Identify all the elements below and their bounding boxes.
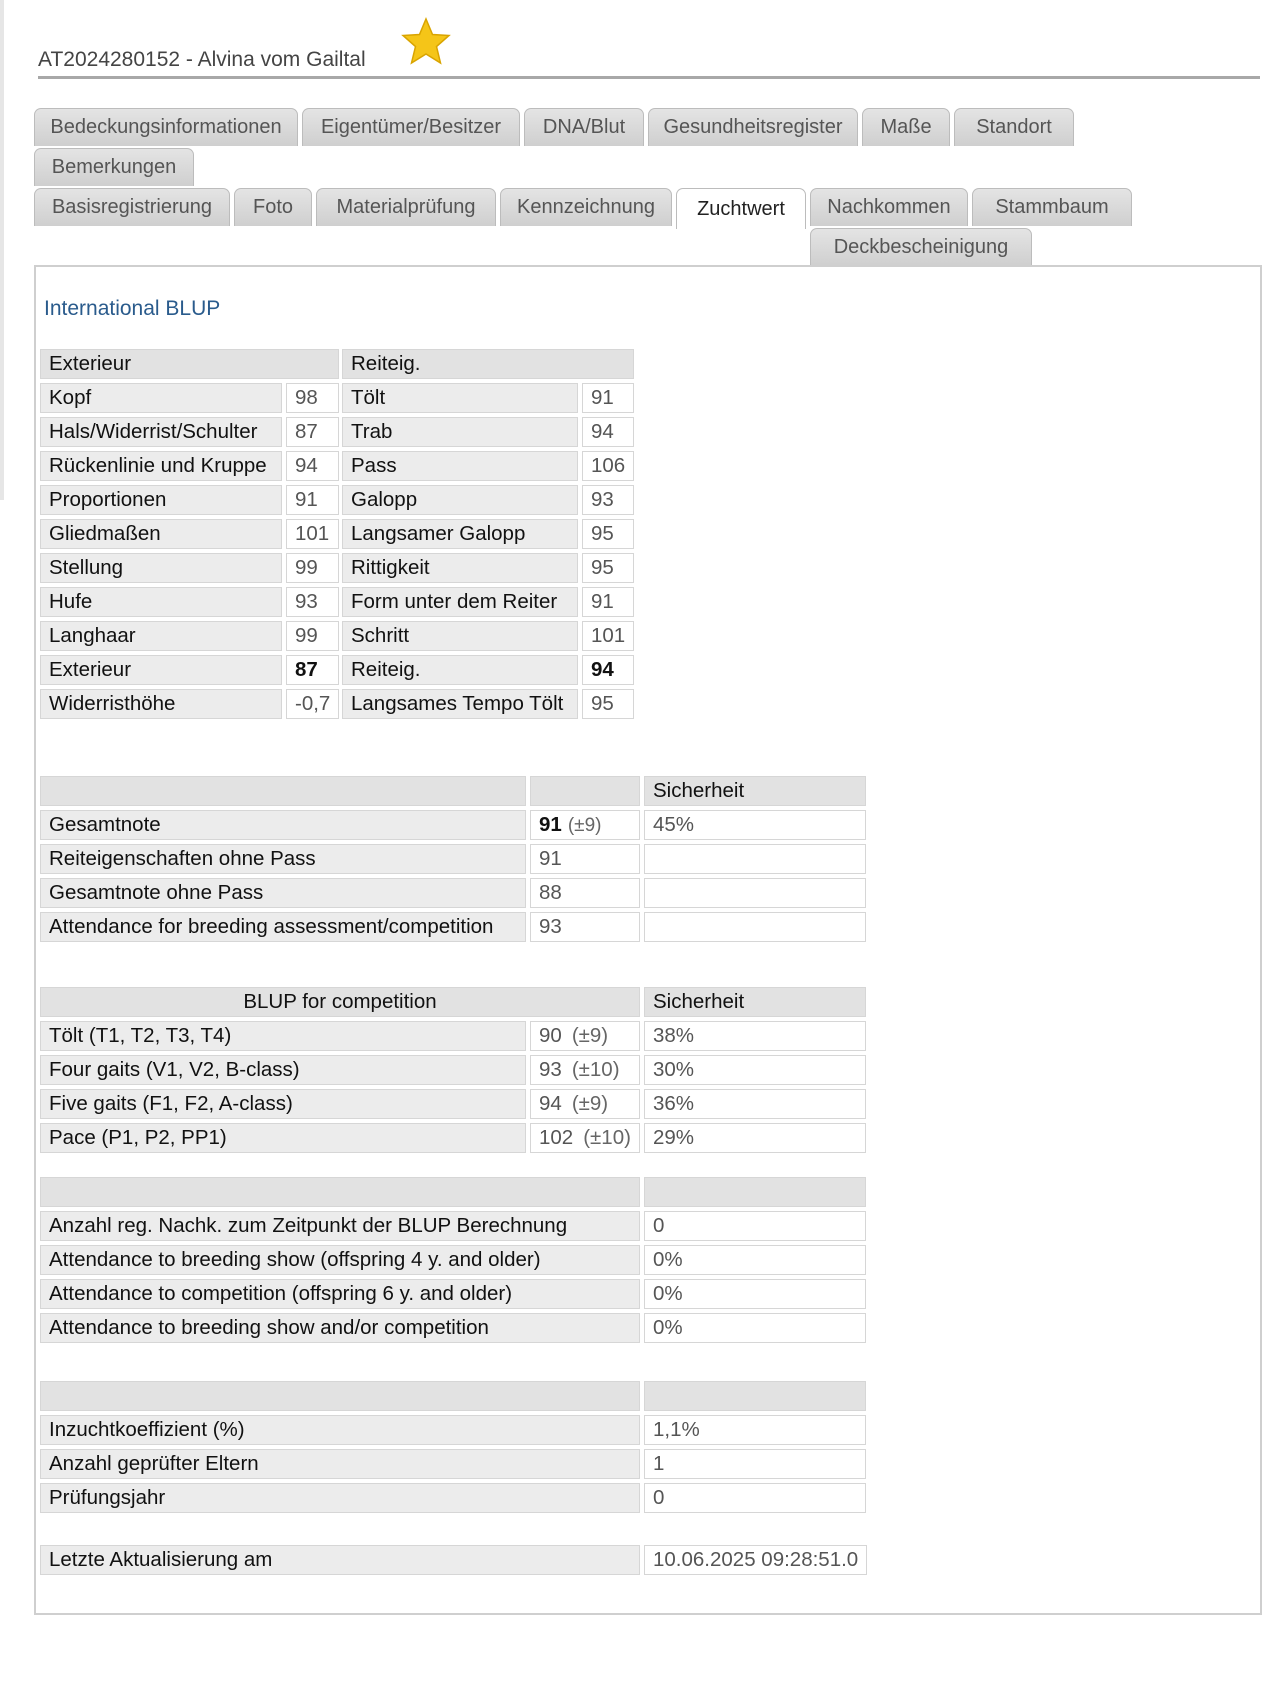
- table-row: Attendance to breeding show and/or competition 0%: [40, 1313, 866, 1343]
- table-row: Pass 106: [342, 451, 634, 481]
- zuchtwert-panel: [34, 265, 1262, 1615]
- gesamt-sicherheit-header: Sicherheit: [644, 776, 866, 806]
- table-row: Four gaits (V1, V2, B-class) 93 (±10) 30%: [40, 1055, 866, 1085]
- table-row: Tölt 91: [342, 383, 634, 413]
- tab-foto[interactable]: Foto: [234, 188, 312, 226]
- page-header: [38, 20, 1260, 79]
- table-row: Form unter dem Reiter 91: [342, 587, 634, 617]
- table-row: Attendance for breeding assessment/competition 93: [40, 912, 866, 942]
- table-row: Kopf 98: [40, 383, 339, 413]
- table-row: Widerristhöhe -0,7: [40, 689, 339, 719]
- competition-table: [36, 983, 870, 1157]
- tab-nachkommen[interactable]: Nachkommen: [810, 188, 968, 226]
- table-row: Pace (P1, P2, PP1) 102 (±10) 29%: [40, 1123, 866, 1153]
- table-row: Gliedmaßen 101: [40, 519, 339, 549]
- competition-sicherheit-header: Sicherheit: [644, 987, 866, 1017]
- exterieur-header: Exterieur: [40, 349, 339, 379]
- table-row: Stellung 99: [40, 553, 339, 583]
- gesamtnote-sicherheit: 45%: [644, 810, 866, 840]
- tab-basisregistrierung[interactable]: Basisregistrierung: [34, 188, 230, 226]
- table-row: Gesamtnote ohne Pass 88: [40, 878, 866, 908]
- reiteig-table: [338, 345, 638, 723]
- inzucht-table: [36, 1377, 870, 1517]
- reiteig-header: Reiteig.: [342, 349, 634, 379]
- table-row: Langsamer Galopp 95: [342, 519, 634, 549]
- tab-dna-blut[interactable]: DNA/Blut: [524, 108, 644, 146]
- table-row: Attendance to competition (offspring 6 y. and older) 0%: [40, 1279, 866, 1309]
- tab-kennzeichnung[interactable]: Kennzeichnung: [500, 188, 672, 226]
- page-title: AT2024280152 - Alvina vom Gailtal: [38, 48, 366, 71]
- competition-header: BLUP for competition: [40, 987, 640, 1017]
- table-row: Anzahl geprüfter Eltern 1: [40, 1449, 866, 1479]
- table-row: Proportionen 91: [40, 485, 339, 515]
- gesamt-header-value-blank: [530, 776, 640, 806]
- tab-stammbaum[interactable]: Stammbaum: [972, 188, 1132, 226]
- gesamtnote-row: Gesamtnote 91 (±9) 45%: [40, 810, 866, 840]
- exterieur-table: [36, 345, 343, 723]
- table-row: Schritt 101: [342, 621, 634, 651]
- table-row: Langsames Tempo Tölt 95: [342, 689, 634, 719]
- update-table: [36, 1541, 871, 1579]
- table-row: Hals/Widerrist/Schulter 87: [40, 417, 339, 447]
- tab-bedeckungsinformationen[interactable]: Bedeckungsinformationen: [34, 108, 298, 146]
- table-row: Five gaits (F1, F2, A-class) 94 (±9) 36%: [40, 1089, 866, 1119]
- left-border-line: [0, 0, 4, 500]
- table-row: Hufe 93: [40, 587, 339, 617]
- table-row: Rittigkeit 95: [342, 553, 634, 583]
- table-row: [40, 1545, 867, 1575]
- offspring-table: [36, 1173, 870, 1347]
- update-value: 10.06.2025 09:28:51.0: [644, 1545, 867, 1575]
- table-row: Galopp 93: [342, 485, 634, 515]
- tab-materialpruefung[interactable]: Materialprüfung: [316, 188, 496, 226]
- gesamtnote-pm: (±9): [567, 815, 602, 836]
- table-row: Attendance to breeding show (offspring 4 y. and older) 0%: [40, 1245, 866, 1275]
- tab-deckbescheinigung[interactable]: Deckbescheinigung: [810, 228, 1032, 266]
- reiteig-total-row: Reiteig. 94: [342, 655, 634, 685]
- table-row: Trab 94: [342, 417, 634, 447]
- gesamtnote-table: [36, 772, 870, 946]
- tab-standort[interactable]: Standort: [954, 108, 1074, 146]
- exterieur-total-row: Exterieur 87: [40, 655, 339, 685]
- table-row: Rückenlinie und Kruppe 94: [40, 451, 339, 481]
- table-row: Langhaar 99: [40, 621, 339, 651]
- favorite-star-icon[interactable]: [400, 16, 452, 68]
- section-title: International BLUP: [44, 297, 221, 320]
- update-label: Letzte Aktualisierung am: [40, 1545, 640, 1575]
- tab-gesundheitsregister[interactable]: Gesundheitsregister: [648, 108, 858, 146]
- tab-zuchtwert[interactable]: Zuchtwert: [676, 188, 806, 229]
- table-row: Inzuchtkoeffizient (%) 1,1%: [40, 1415, 866, 1445]
- table-row: Anzahl reg. Nachk. zum Zeitpunkt der BLUP Berechnung 0: [40, 1211, 866, 1241]
- table-row: Reiteigenschaften ohne Pass 91: [40, 844, 866, 874]
- tab-bemerkungen[interactable]: Bemerkungen: [34, 148, 194, 186]
- tab-eigentuemer-besitzer[interactable]: Eigentümer/Besitzer: [302, 108, 520, 146]
- gesamt-header-blank: [40, 776, 526, 806]
- table-row: Prüfungsjahr 0: [40, 1483, 866, 1513]
- table-row: Tölt (T1, T2, T3, T4) 90 (±9) 38%: [40, 1021, 866, 1051]
- tab-masse[interactable]: Maße: [862, 108, 950, 146]
- gesamtnote-value: 91: [539, 813, 562, 836]
